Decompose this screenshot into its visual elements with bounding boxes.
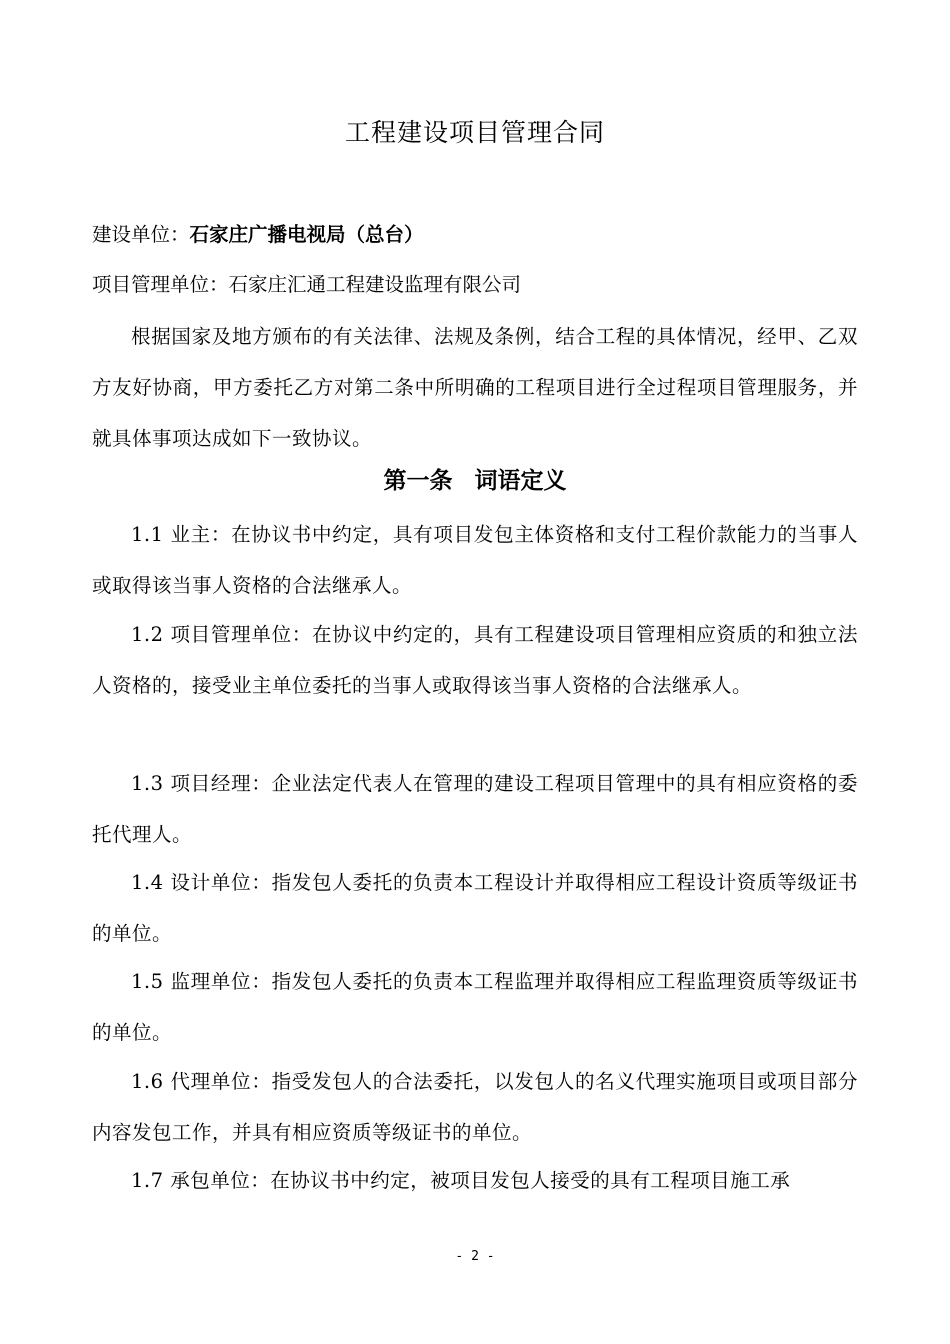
- section-heading: [92, 464, 858, 498]
- owner-value: 石家庄广播电视局（总台）: [189, 223, 424, 246]
- page-number: - 2 -: [455, 1249, 495, 1264]
- owner-label: 建设单位：: [92, 223, 190, 246]
- preamble-paragraph: 根据国家及地方颁布的有关法律、法规及条例，结合工程的具体情况，经甲、乙双方友好协商，甲方委托乙方对第二条中所明确的工程项目进行全过程项目管理服务，并就具体事项达成如下一致协议。: [92, 325, 858, 450]
- definition-paragraph: 1.5 监理单位：指发包人委托的负责本工程监理并取得相应工程监理资质等级证书的单位。: [92, 970, 858, 1044]
- owner-party-line: [92, 220, 858, 250]
- section-number: 第一条: [383, 468, 453, 494]
- document-title: 工程建设项目管理合同: [344, 118, 605, 147]
- manager-party-line: [92, 270, 858, 300]
- definition-paragraph: 1.4 设计单位：指发包人委托的负责本工程设计并取得相应工程设计资质等级证书的单位。: [92, 871, 858, 945]
- manager-label: 项目管理单位：: [92, 273, 229, 296]
- section-name: 词语定义: [474, 468, 567, 494]
- definition-paragraph: 1.2 项目管理单位：在协议中约定的，具有工程建设项目管理相应资质的和独立法人资格的，接受业主单位委托的当事人或取得该当事人资格的合法继承人。: [92, 623, 858, 697]
- manager-value: 石家庄汇通工程建设监理有限公司: [228, 273, 522, 296]
- definition-paragraph: 1.3 项目经理：企业法定代表人在管理的建设工程项目管理中的具有相应资格的委托代理人。: [92, 772, 858, 846]
- definition-paragraph: 1.7 承包单位：在协议书中约定，被项目发包人接受的具有工程项目施工承: [131, 1169, 791, 1192]
- definition-paragraph: 1.6 代理单位：指受发包人的合法委托，以发包人的名义代理实施项目或项目部分内容发包工作，并具有相应资质等级证书的单位。: [92, 1070, 858, 1144]
- definition-paragraph: 1.1 业主：在协议书中约定，具有项目发包主体资格和支付工程价款能力的当事人或取得该当事人资格的合法继承人。: [92, 523, 858, 597]
